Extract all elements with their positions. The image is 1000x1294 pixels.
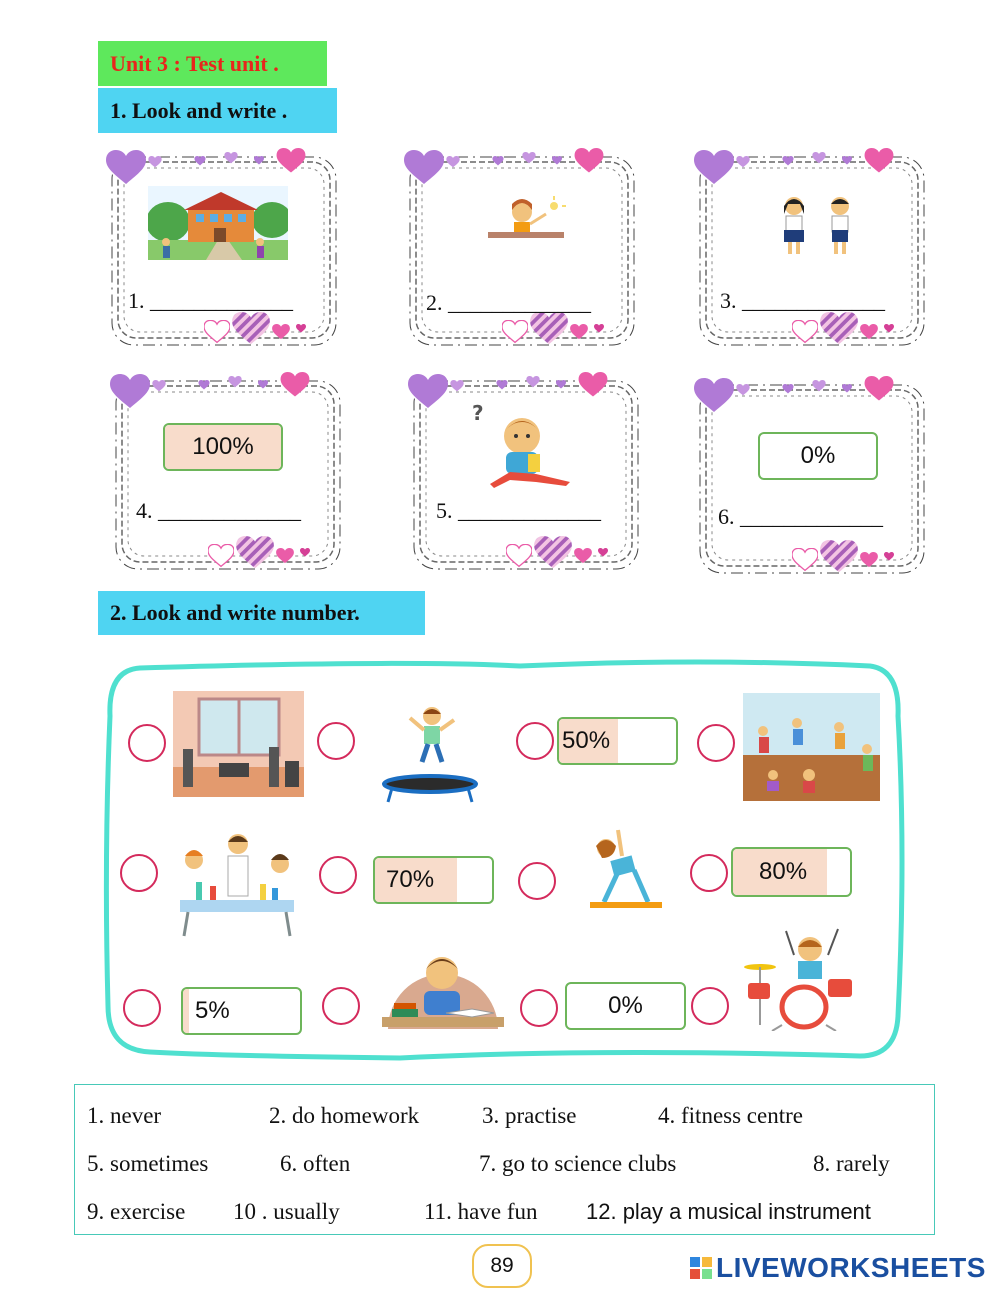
liveworksheets-logo[interactable]: [690, 1251, 986, 1285]
word-bank-item: 11. have fun: [424, 1199, 538, 1224]
percent-badge-70: [373, 856, 494, 904]
percent-fill: [183, 989, 189, 1033]
drummer-boy-picture: [742, 925, 858, 1031]
answer-circle[interactable]: [120, 854, 158, 892]
percent-badge-0-row3: [565, 982, 686, 1030]
blank-label-3: 3. _____________: [720, 288, 885, 313]
answer-circle[interactable]: [516, 722, 554, 760]
answer-circle[interactable]: [697, 724, 735, 762]
section-1-title: 1. Look and write .: [98, 88, 337, 133]
word-bank-item: 1. never: [87, 1103, 162, 1128]
word-bank-item: 7. go to science clubs: [479, 1151, 677, 1176]
question-mark-icon: ?: [472, 401, 484, 425]
percent-text: 0%: [800, 442, 836, 469]
answer-circle[interactable]: [690, 854, 728, 892]
word-bank-item: 5. sometimes: [87, 1151, 209, 1176]
blank-label-5: 5. _____________: [436, 498, 601, 523]
section-2-title: 2. Look and write number.: [98, 591, 425, 635]
word-bank-item: 6. often: [280, 1151, 351, 1176]
word-bank-item: 9. exercise: [87, 1199, 186, 1224]
school-building-picture: [148, 186, 288, 260]
heart-frame-icon: [108, 372, 348, 582]
picture-frame-4: [108, 372, 348, 582]
answer-circle[interactable]: [319, 856, 357, 894]
liveworksheets-logo-icon: [690, 1257, 712, 1279]
percent-badge-0: [758, 432, 878, 480]
percent-badge-80: [731, 847, 852, 897]
fitness-centre-picture: [173, 691, 304, 797]
picture-frame-1: [104, 148, 344, 358]
page-number: 89: [472, 1244, 532, 1288]
answer-circle[interactable]: [520, 989, 558, 1027]
percent-text: 80%: [759, 858, 808, 885]
heart-frame-icon: [402, 148, 642, 358]
picture-frame-5: [406, 372, 646, 582]
percent-badge-5: [181, 987, 302, 1035]
unit-title: Unit 3 : Test unit .: [98, 41, 327, 86]
picture-frame-2: [402, 148, 642, 358]
answer-circle[interactable]: [322, 987, 360, 1025]
boy-thinking-picture: [466, 398, 586, 488]
girl-at-desk-picture: [488, 194, 568, 244]
blank-label-1: 1. _____________: [128, 288, 293, 313]
percent-text: 5%: [195, 997, 230, 1024]
brand-text: LIVEWORKSHEETS: [716, 1252, 986, 1283]
boy-doing-homework-picture: [382, 933, 504, 1033]
percent-badge-50: [557, 717, 678, 765]
word-bank-item: 4. fitness centre: [658, 1103, 803, 1128]
picture-frame-6: [692, 376, 932, 586]
percent-text: 70%: [386, 866, 435, 893]
answer-circle[interactable]: [518, 862, 556, 900]
answer-circle[interactable]: [128, 724, 166, 762]
girl-stretching-picture: [584, 826, 666, 910]
word-bank-item: 12. play a musical instrument: [586, 1199, 871, 1224]
percent-text: 0%: [608, 992, 643, 1019]
blank-label-2: 2. _____________: [426, 290, 591, 315]
word-bank-item: 8. rarely: [813, 1151, 890, 1176]
exercise-class-picture: [743, 693, 880, 801]
word-bank: [74, 1084, 935, 1235]
heart-frame-icon: [692, 376, 932, 586]
word-bank-item: 2. do homework: [269, 1103, 420, 1128]
blank-label-4: 4. _____________: [136, 498, 301, 523]
percent-text: 100%: [192, 433, 254, 460]
word-bank-item: 10 . usually: [233, 1199, 340, 1224]
science-club-picture: [176, 830, 298, 938]
word-bank-item: 3. practise: [482, 1103, 577, 1128]
trampoline-boy-picture: [382, 704, 478, 804]
percent-text: 50%: [562, 727, 611, 754]
percent-badge-100: [163, 423, 283, 471]
blank-label-6: 6. _____________: [718, 504, 883, 529]
answer-circle[interactable]: [691, 987, 729, 1025]
answer-circle[interactable]: [123, 989, 161, 1027]
picture-frame-3: [692, 148, 932, 358]
two-students-picture: [770, 194, 866, 256]
answer-circle[interactable]: [317, 722, 355, 760]
